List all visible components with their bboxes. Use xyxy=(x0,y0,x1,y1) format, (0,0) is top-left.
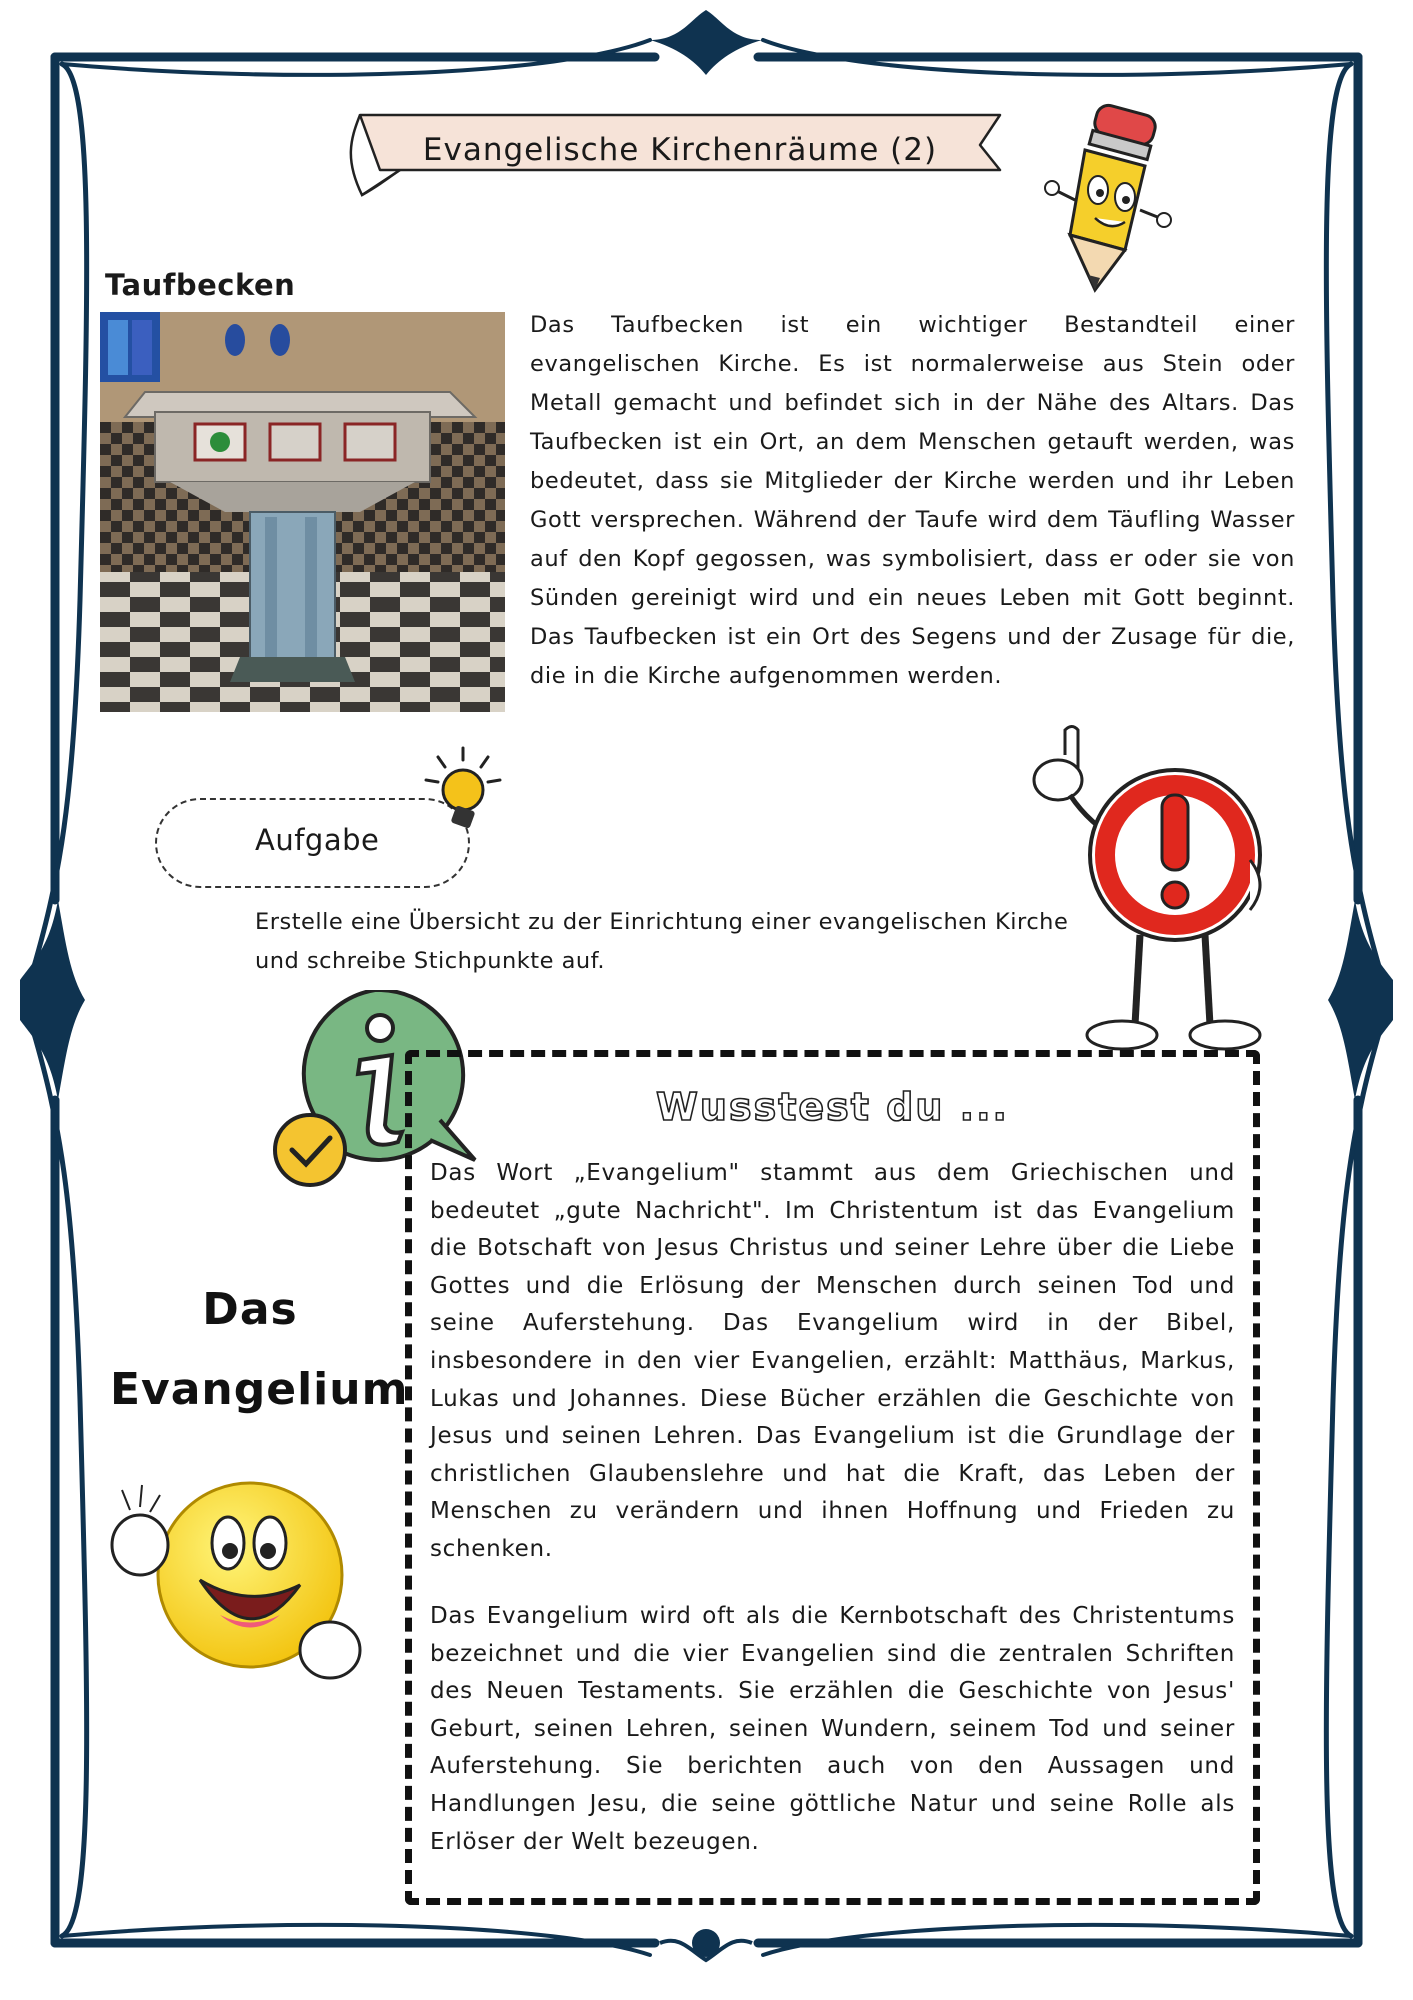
evangelium-paragraph-2: Das Evangelium wird oft als die Kernbotschaft des Christentums bezeichnet und die vier Evangelien sind die zentralen Schriften des Neuen Testaments. Sie erzählen die Geschichte von Jesus' Geburt, seinen Lehren, seinen Wundern, seinem Tod und seiner Auferstehung. Sie berichten auch von den Aussagen und Handlungen Jesu, die seine göttliche Natur und seine Rolle als Erlöser der Welt bezeugen. xyxy=(430,1603,1235,1855)
aufgabe-text: Erstelle eine Übersicht zu der Einrichtung einer evangelischen Kirche und schreibe Stichpunkte auf. xyxy=(255,909,1069,974)
pencil-mascot-icon xyxy=(1040,100,1190,300)
side-title-line-2: Evangelium xyxy=(110,1364,409,1415)
aufgabe-label: Aufgabe xyxy=(255,823,380,857)
section-heading-taufbecken: Taufbecken xyxy=(105,268,296,302)
evangelium-paragraph-1: Das Wort „Evangelium" stammt aus dem Griechischen und bedeutet „gute Nachricht". Im Christentum ist das Evangelium die Botschaft von Jesus Christus und seiner Lehre über die Liebe Gottes und die Erlösung der Menschen durch seinen Tod und seine Auferstehung. Das Evangelium wird in der Bibel, insbesondere in den vier Evangelien, erzählt: Matthäus, Markus, Lukas und Johannes. Diese Bücher erzählen die Geschichte von Jesus und seinen Lehren. Das Evangelium ist die Grundlage der christlichen Glaubenslehre und hat die Kraft, das Leben der Menschen zu verändern und ihnen Hoffnung und Frieden zu schenken. xyxy=(430,1160,1235,1562)
check-icon xyxy=(275,1115,345,1185)
info-box-title: Wusstest du ... xyxy=(656,1085,1009,1129)
page-title: Evangelische Kirchenräume (2) xyxy=(422,132,938,168)
evangelium-side-title xyxy=(110,1270,409,1430)
baptismal-font-photo xyxy=(100,312,505,712)
lightbulb-icon xyxy=(418,745,508,840)
alarm-mascot-icon xyxy=(1010,725,1270,1055)
smiley-icon xyxy=(100,1465,380,1705)
taufbecken-paragraph: Das Taufbecken ist ein wichtiger Bestandteil einer evangelischen Kirche. Es ist normalerweise aus Stein oder Metall gemacht und befindet sich in der Nähe des Altars. Das Taufbecken ist ein Ort, an dem Menschen getauft werden, was bedeutet, dass sie Mitglieder der Kirche werden und ihr Leben Gott versprechen. Während der Taufe wird dem Täufling Wasser auf den Kopf gegossen, was symbolisiert, dass er oder sie von Sünden gereinigt wird und ein neues Leben mit Gott beginnt. Das Taufbecken ist ein Ort des Segens und der Zusage für die, die in die Kirche aufgenommen werden. xyxy=(530,312,1295,689)
side-title-line-1: Das xyxy=(202,1284,298,1335)
